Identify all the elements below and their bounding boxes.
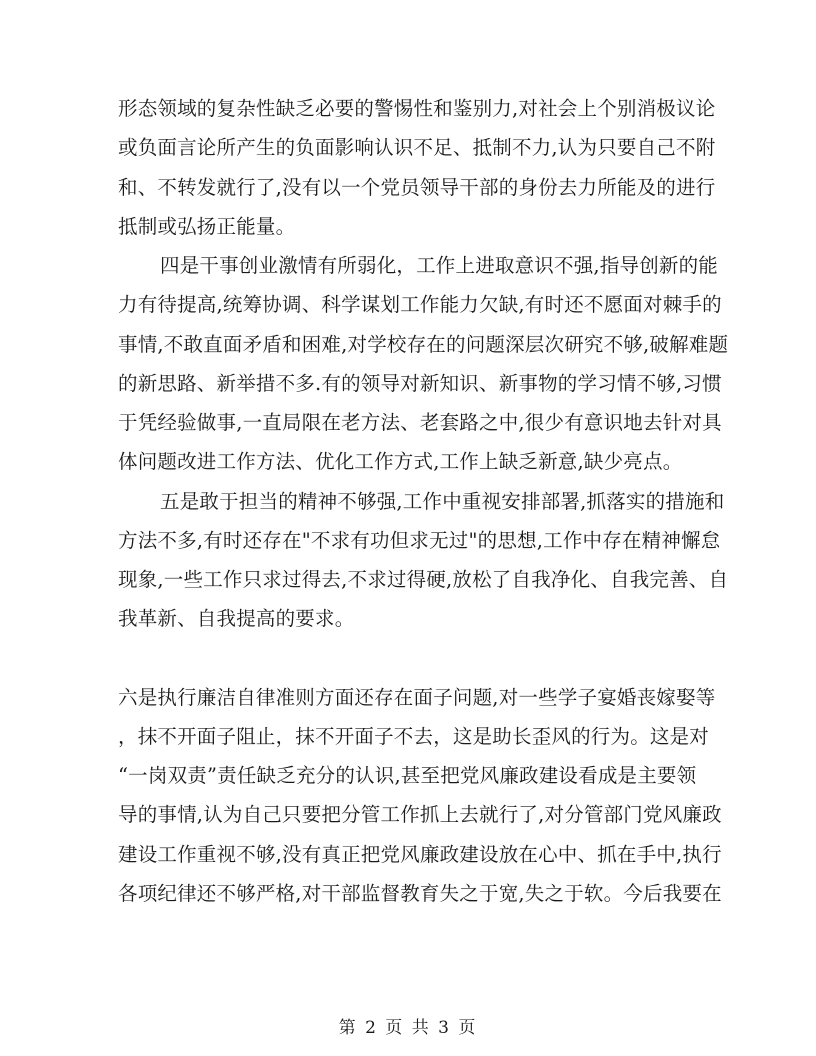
text-line: 的新思路、新举措不多.有的领导对新知识、新事物的学习情不够,习惯 bbox=[118, 372, 722, 395]
text-line: 建设工作重视不够,没有真正把党风廉政建设放在心中、抓在手中,执行 bbox=[118, 843, 722, 866]
page-number-footer: 第 2 页 共 3 页 bbox=[338, 1018, 478, 1038]
text-line: 于凭经验做事,一直局限在老方法、老套路之中,很少有意识地去针对具 bbox=[118, 411, 722, 434]
text-line: 四是干事创业激情有所弱化，工作上进取意识不强,指导创新的能 bbox=[160, 254, 718, 277]
text-line: 体问题改进工作方法、优化工作方式,工作上缺乏新意,缺少亮点。 bbox=[118, 450, 683, 473]
text-line: 事情,不敢直面矛盾和困难,对学校存在的问题深层次研究不够,破解难题 bbox=[118, 333, 729, 356]
text-line: 我革新、自我提高的要求。 bbox=[118, 607, 355, 630]
text-line: 力有待提高,统筹协调、科学谋划工作能力欠缺,有时还不愿面对棘手的 bbox=[118, 293, 722, 316]
text-line: “一岗双责”责任缺乏充分的认识,甚至把党风廉政建设看成是主要领 bbox=[118, 764, 697, 787]
text-line: 各项纪律还不够严格,对干部监督教育失之于宽,失之于软。今后我要在 bbox=[118, 882, 722, 905]
text-line: ，抹不开面子阻止，抹不开面子不去，这是助长歪风的行为。这是对 bbox=[118, 725, 710, 748]
text-line: 或负面言论所产生的负面影响认识不足、抵制不力,认为只要自己不附 bbox=[118, 136, 716, 159]
text-line: 现象,一些工作只求过得去,不求过得硬,放松了自我净化、自我完善、自 bbox=[118, 568, 729, 591]
text-line: 六是执行廉洁自律准则方面还存在面子问题,对一些学子宴婚丧嫁娶等 bbox=[118, 686, 716, 709]
text-line: 抵制或弘扬正能量。 bbox=[118, 215, 296, 238]
text-line: 形态领域的复杂性缺乏必要的警惕性和鉴别力,对社会上个别消极议论 bbox=[118, 97, 716, 120]
text-line: 和、不转发就行了,没有以一个党员领导干部的身份去力所能及的进行 bbox=[118, 176, 716, 199]
text-line: 方法不多,有时还存在"不求有功但求无过"的思想,工作中存在精神懈怠 bbox=[118, 529, 721, 552]
text-line: 导的事情,认为自己只要把分管工作抓上去就行了,对分管部门党风廉政 bbox=[118, 803, 722, 826]
text-line: 五是敢于担当的精神不够强,工作中重视安排部署,抓落实的措施和 bbox=[160, 490, 725, 513]
